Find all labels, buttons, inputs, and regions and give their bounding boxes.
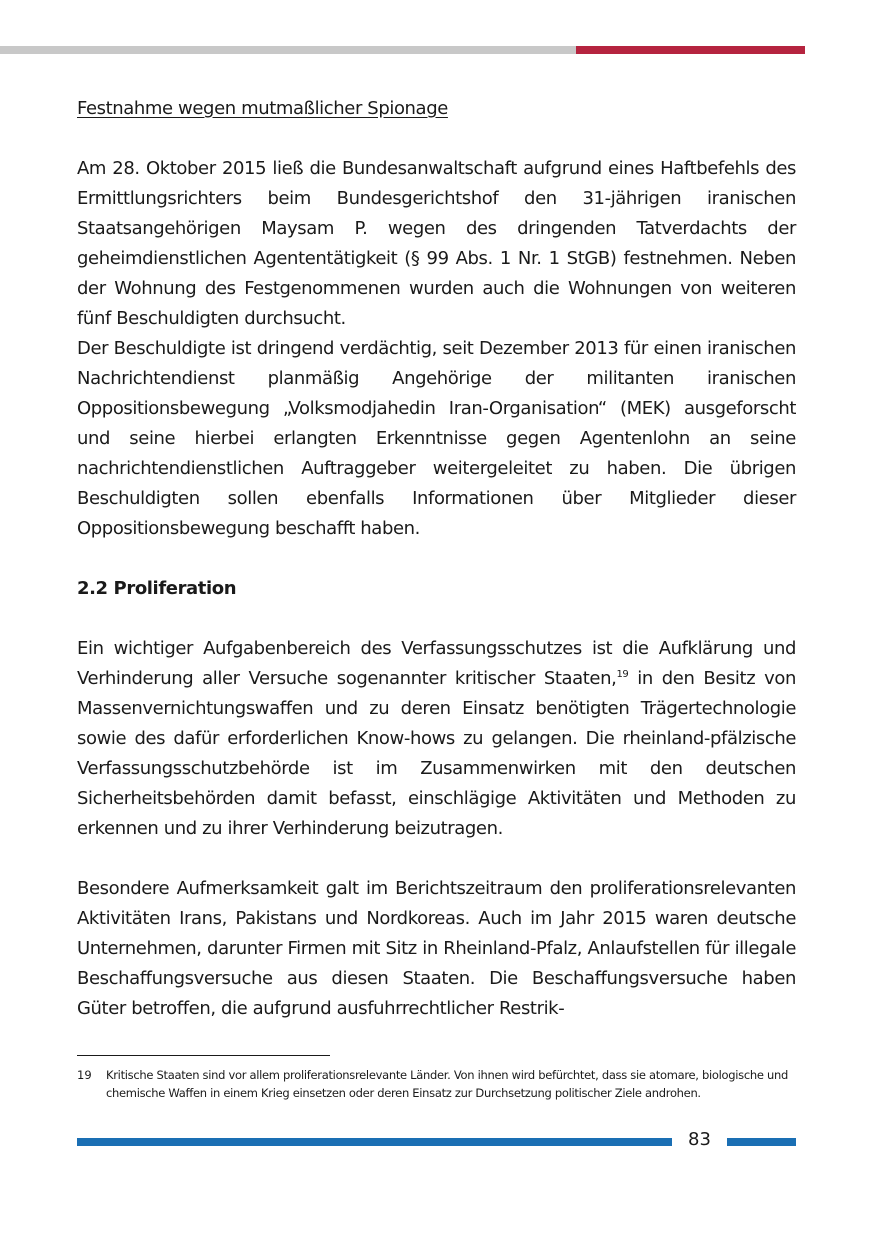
section-heading: 2.2 Proliferation xyxy=(77,578,237,599)
footnote xyxy=(77,1066,799,1102)
paragraph-text-after-ref: in den Besitz von Massenvernichtungswaffen und zu deren Einsatz benötigten Trägertechnologie sowie des dafür erforderlichen Know-hows zu gelangen. Die rheinland-pfälzische Verfassungsschutzbehörde ist im Zusammenwirken mit den deutschen Sicherheitsbehörden damit befasst, einschlägige Aktivitäten und Methoden zu erkennen und zu ihrer Verhinderung beizutragen. xyxy=(77,668,796,839)
subheading: Festnahme wegen mutmaßlicher Spionage xyxy=(77,98,448,119)
header-bar-red xyxy=(576,46,805,54)
footer-bar-right xyxy=(727,1138,796,1146)
footnote-number: 19 xyxy=(77,1068,92,1082)
header-bar-gray xyxy=(0,46,576,54)
paragraph-proliferation-activities: Besondere Aufmerksamkeit galt im Berichtszeitraum den proliferationsrelevanten Aktivitäten Irans, Pakistans und Nordkoreas. Auch im Jahr 2015 waren deutsche Unternehmen, darunter Firmen mit Sitz in Rheinland-Pfalz, Anlaufstellen für illegale Beschaffungsversuche aus diesen Staaten. Die Beschaffungsversuche haben Güter betroffen, die aufgrund ausfuhrrechtlicher Restrik- xyxy=(77,878,796,1019)
footnote-divider xyxy=(77,1055,330,1056)
paragraph-text-before-ref: Ein wichtiger Aufgabenbereich des Verfassungsschutzes ist die Aufklärung und Verhinderung aller Versuche sogenannter kritischer Staaten, xyxy=(77,638,796,689)
footnote-reference[interactable]: 19 xyxy=(616,669,629,680)
page-number: 83 xyxy=(688,1129,711,1150)
footnote-text: Kritische Staaten sind vor allem proliferationsrelevante Länder. Von ihnen wird befürchtet, dass sie atomare, biologische und chemische Waffen in einem Krieg einsetzen oder deren Einsatz zur Durchsetzung politischer Ziele androhen. xyxy=(106,1068,788,1100)
page-content xyxy=(77,94,796,1024)
paragraph-proliferation-intro xyxy=(77,634,796,844)
paragraph-suspect: Der Beschuldigte ist dringend verdächtig, seit Dezember 2013 für einen iranischen Nachrichtendienst planmäßig Angehörige der militanten iranischen Oppositionsbewegung „Volksmodjahedin Iran-Organisation“ (MEK) ausgeforscht und seine hierbei erlangten Erkenntnisse gegen Agentenlohn an seine nachrichtendienstlichen Auftraggeber weitergeleitet zu haben. Die übrigen Beschuldigten sollen ebenfalls Informationen über Mitglieder dieser Oppositionsbewegung beschafft haben. xyxy=(77,338,796,539)
paragraph-arrest: Am 28. Oktober 2015 ließ die Bundesanwaltschaft aufgrund eines Haftbefehls des Ermittlungsrichters beim Bundesgerichtshof den 31-jährigen iranischen Staatsangehörigen Maysam P. wegen des dringenden Tatverdachts der geheimdienstlichen Agententätigkeit (§ 99 Abs. 1 Nr. 1 StGB) festnehmen. Neben der Wohnung des Festgenommenen wurden auch die Wohnungen von weiteren fünf Beschuldigten durchsucht. xyxy=(77,158,796,329)
footer-bar-left xyxy=(77,1138,672,1146)
